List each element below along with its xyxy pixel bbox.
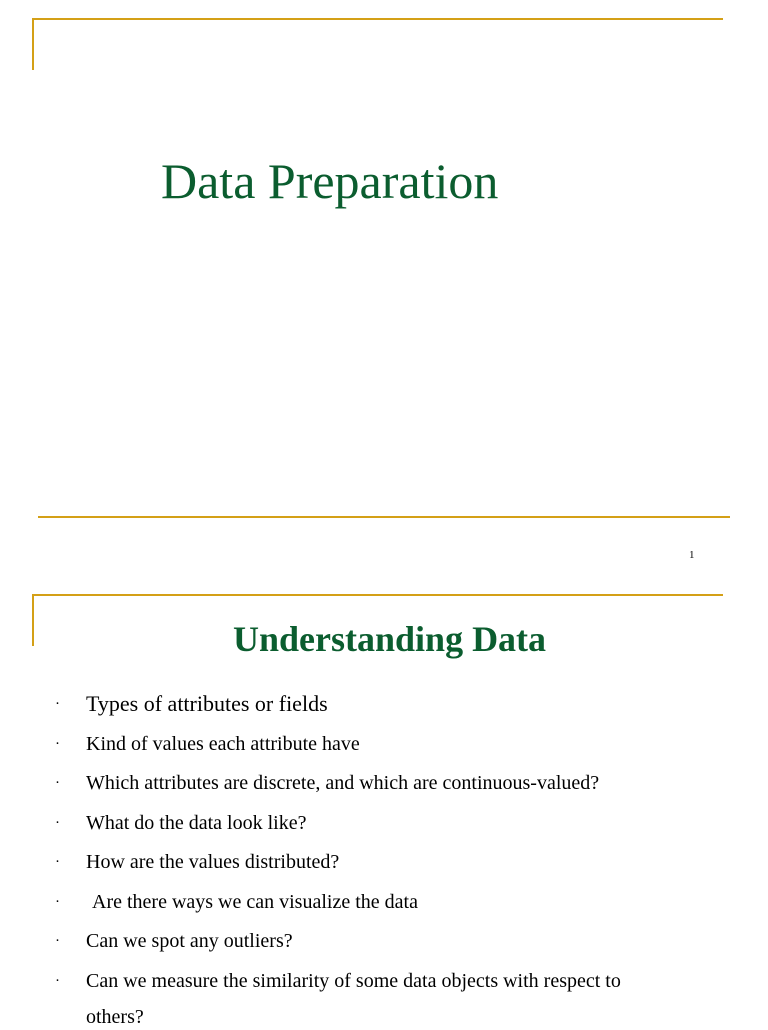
bullet-text: What do the data look like? — [86, 811, 307, 834]
bullet-marker: · — [55, 735, 60, 752]
slide2-left-rule — [32, 594, 34, 646]
bullet-marker: · — [55, 814, 60, 831]
slide2-title: Understanding Data — [233, 619, 547, 659]
bullet-text: Kind of values each attribute have — [86, 732, 360, 755]
slide1-title: Data Preparation — [161, 153, 499, 209]
slide1-bottom-rule — [38, 516, 730, 518]
bullet-text: Are there ways we can visualize the data — [92, 890, 418, 913]
bullet-marker: · — [55, 933, 60, 949]
bullet-text: Can we spot any outliers? — [86, 930, 293, 952]
bullet-marker: · — [55, 854, 60, 870]
bullet-text: How are the values distributed? — [86, 851, 340, 873]
bullet-continuation: others? — [86, 1006, 144, 1028]
bullet-text: Types of attributes or fields — [86, 691, 328, 716]
bullet-marker: · — [55, 972, 60, 989]
page-number: 1 — [689, 549, 695, 561]
slide2-top-rule — [32, 594, 723, 596]
bullet-marker: · — [55, 696, 60, 712]
slide1-top-rule — [32, 18, 723, 20]
bullet-marker: · — [55, 775, 60, 791]
slide1-left-rule — [32, 18, 34, 70]
bullet-text: Which attributes are discrete, and which are continuous-valued? — [86, 772, 600, 794]
bullet-text: Can we measure the similarity of some data objects with respect to — [86, 969, 621, 992]
bullet-marker: · — [55, 893, 60, 910]
